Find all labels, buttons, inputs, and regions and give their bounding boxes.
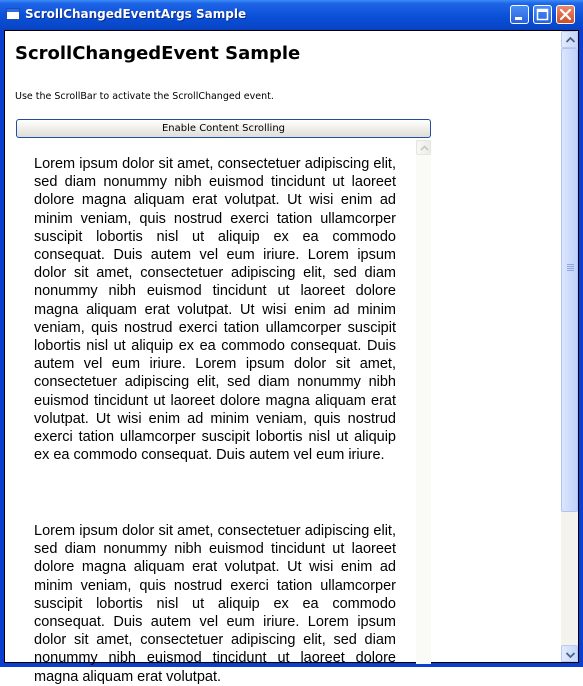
scroll-up-arrow-icon	[417, 141, 432, 156]
enable-content-scrolling-button[interactable]: Enable Content Scrolling	[16, 119, 431, 138]
instruction-text: Use the ScrollBar to activate the ScrollChanged event.	[15, 91, 274, 102]
window-title: ScrollChangedEventArgs Sample	[25, 7, 247, 21]
close-icon	[557, 6, 574, 23]
content-scroll-up-button[interactable]	[416, 140, 431, 155]
close-button[interactable]	[556, 5, 575, 24]
lorem-paragraph-1: Lorem ipsum dolor sit amet, consectetuer adipiscing elit, sed diam nonummy nibh euismod tincidunt ut laoreet dolore magna aliquam erat volutpat. Ut wisi enim ad minim veniam, quis nostrud exerci tation ullamcorper suscipit lobortis nisl ut aliquip ex ea commodo consequat. Duis autem vel eum iriure. Lorem ipsum dolor sit amet, consectetuer adipiscing elit, sed diam nonummy nibh euismod tincidunt ut laoreet dolore magna aliquam erat volutpat. Ut wisi enim ad minim veniam, quis nostrud exerci tation ullamcorper suscipit lobortis nisl ut aliquip ex ea commodo consequat. Duis autem vel eum iriure. Lorem ipsum dolor sit amet, consectetuer adipiscing elit, sed diam nonummy nibh euismod tincidunt ut laoreet dolore magna aliquam erat volutpat. Ut wisi enim ad minim veniam, quis nostrud exerci tation ullamcorper suscipit lobortis nisl ut aliquip ex ea commodo consequat. Duis autem vel eum iriure.	[34, 156, 396, 464]
window-scroll-thumb[interactable]	[561, 48, 578, 512]
scroll-down-arrow-icon	[562, 646, 579, 663]
window-vertical-scrollbar[interactable]	[561, 31, 578, 662]
minimize-icon	[511, 6, 528, 23]
content-vertical-scrollbar[interactable]	[416, 140, 431, 664]
window-scroll-down-button[interactable]	[561, 645, 578, 662]
window-scroll-up-button[interactable]	[561, 31, 578, 48]
content-scroll-viewer[interactable]	[16, 140, 431, 685]
maximize-icon	[534, 6, 551, 23]
page-title: ScrollChangedEvent Sample	[15, 43, 301, 64]
maximize-button[interactable]	[533, 5, 552, 24]
client-area	[4, 30, 579, 685]
lorem-paragraph-2: Lorem ipsum dolor sit amet, consectetuer adipiscing elit, sed diam nonummy nibh euismod tincidunt ut laoreet dolore magna aliquam erat volutpat. Ut wisi enim ad minim veniam, quis nostrud exerci tation ullamcorper suscipit lobortis nisl ut aliquip ex ea commodo consequat. Duis autem vel eum iriure. Lorem ipsum dolor sit amet, consectetuer adipiscing elit, sed diam nonummy nibh euismod tincidunt ut laoreet dolore magna aliquam erat volutpat.	[34, 523, 396, 685]
scroll-up-arrow-icon	[562, 32, 579, 49]
window-app-icon[interactable]	[6, 8, 20, 20]
title-bar[interactable]	[0, 0, 583, 30]
minimize-button[interactable]	[510, 5, 529, 24]
